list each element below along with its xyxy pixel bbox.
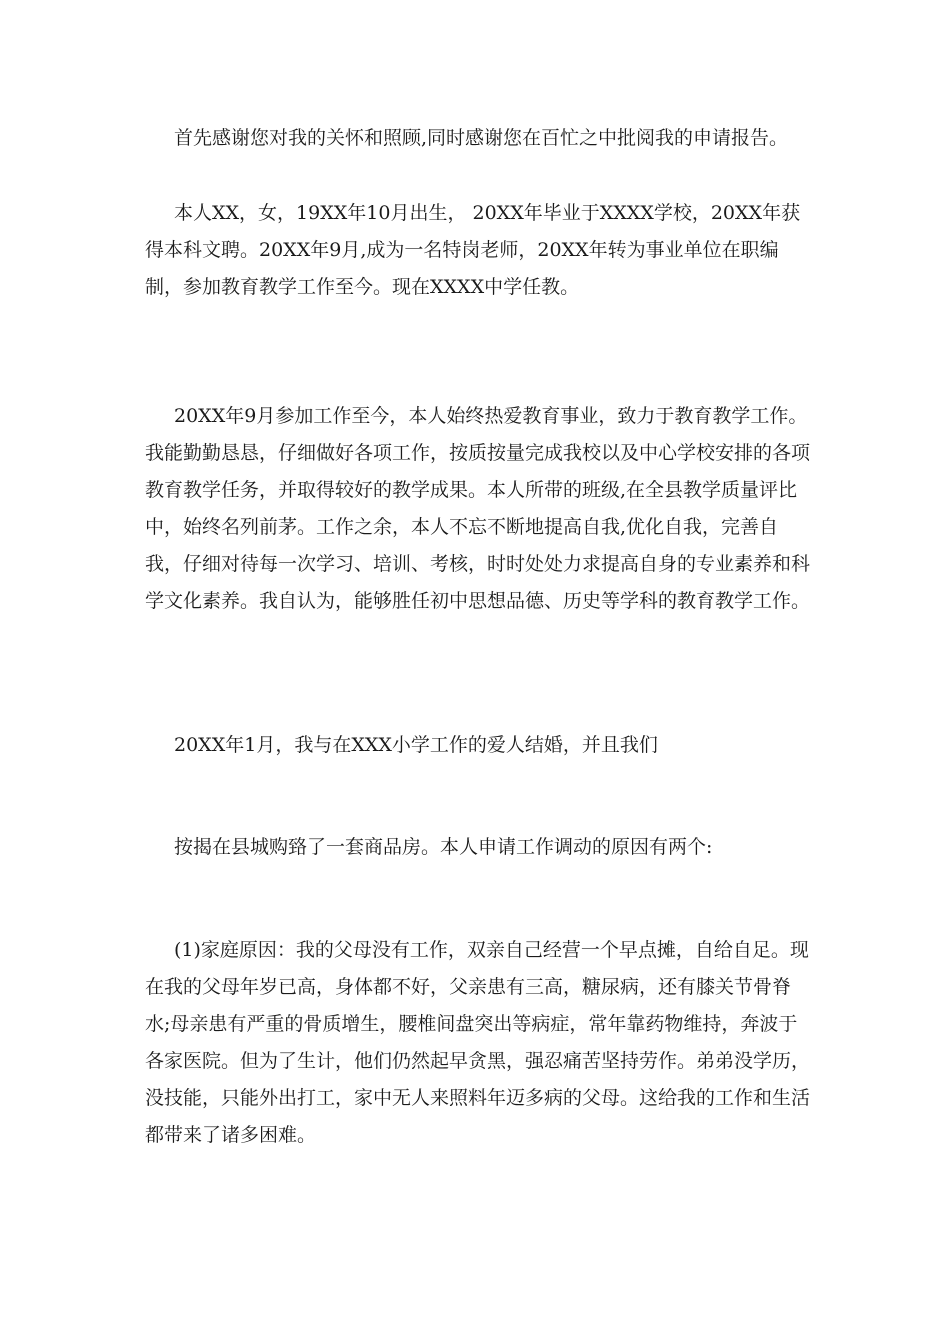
paragraph-gratitude: 首先感谢您对我的关怀和照顾,同时感谢您在百忙之中批阅我的申请报告。	[174, 127, 789, 149]
paragraph-family-reason: (1)家庭原因：我的父母没有工作，双亲自己经营一个早点摊，自给自足。现在我的父母年岁已高，身体都不好，父亲患有三高，糖尿病，还有膝关节骨脊水;母亲患有严重的骨质增生，腰椎间盘突出等病症，常年靠药物维持，奔波于各家医院。但为了生计，他们仍然起早贪黑，强忍痛苦坚持劳作。弟弟没学历，没技能，只能外出打工，家中无人来照料年迈多病的父母。这给我的工作和生活都带来了诸多困难。	[145, 939, 811, 1146]
paragraph-marriage: 20XX年1月，我与在XXX小学工作的爱人结婚，并且我们	[174, 734, 658, 756]
paragraph-work-history: 20XX年9月参加工作至今，本人始终热爱教育事业，致力于教育教学工作。我能勤勤恳恳，仔细做好各项工作，按质按量完成我校以及中心学校安排的各项教育教学任务，并取得较好的教学成果。本人所带的班级,在全县教学质量评比中，始终名列前茅。工作之余，本人不忘不断地提高自我,优化自我，完善自我，仔细对待每一次学习、培训、考核，时时处处力求提高自身的专业素养和科学文化素养。我自认为，能够胜任初中思想品德、历史等学科的教育教学工作。	[145, 405, 811, 612]
paragraph-housing: 按揭在县城购臵了一套商品房。本人申请工作调动的原因有两个:	[174, 836, 713, 858]
paragraph-personal-info: 本人XX，女，19XX年10月出生， 20XX年毕业于XXXX学校，20XX年获得本科文聘。20XX年9月,成为一名特岗老师，20XX年转为事业单位在职编制，参加教育教学工作至今。现在XXXX中学任教。	[145, 202, 801, 298]
